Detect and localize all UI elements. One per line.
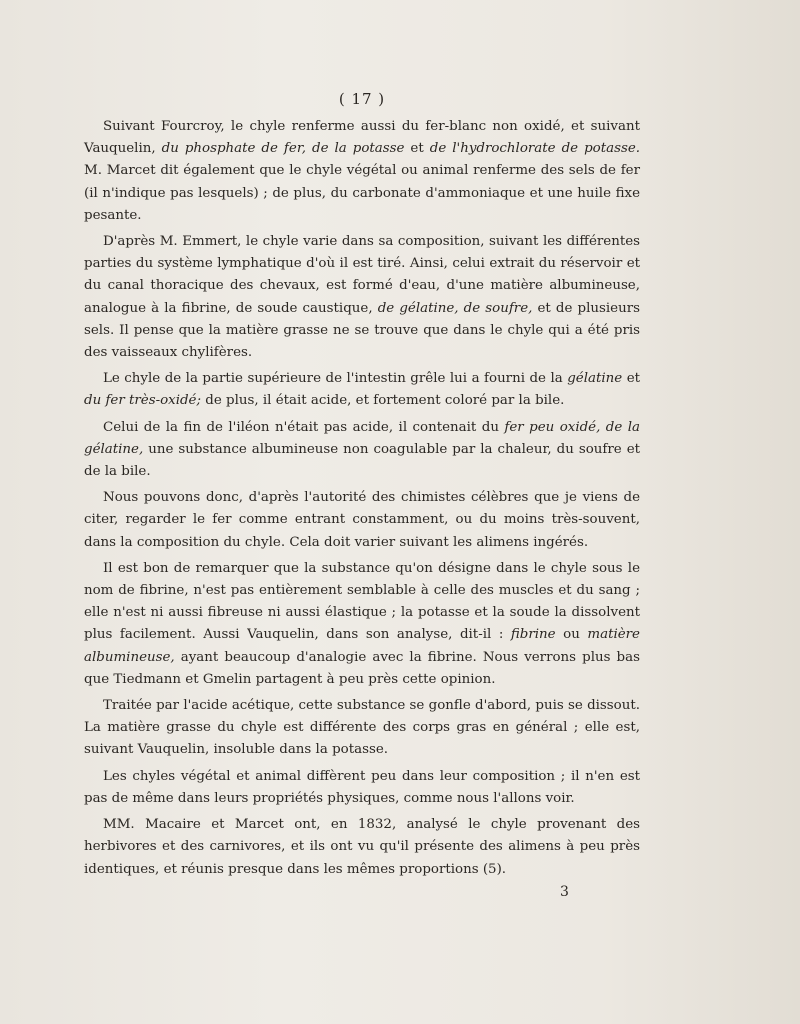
- italic-run: de l'hydrochlorate de potasse.: [429, 141, 641, 157]
- signature-mark: 3: [560, 884, 569, 900]
- text-run: Le chyle de la partie supérieure de l'intestin grêle lui a fourni de la: [103, 371, 568, 387]
- text-run: D'après M. Emmert, le chyle varie dans sa composition, suivant les différentes parties du système lymphatique d'où il est tiré. Ainsi, celui extrait du réservoir et du canal thoracique des chevaux, est formé d'eau, d'une matière albumineuse, analogue à la fibrine, de soude caustique,: [84, 234, 640, 316]
- text-run: Nous pouvons donc, d'après l'autorité des chimistes célèbres que je viens de citer, regarder le fer comme entrant constamment, ou du moins très-souvent, dans la composition du chyle. Cela doit varier suivant les alimens ingérés.: [84, 490, 640, 550]
- text-run: Traitée par l'acide acétique, cette substance se gonfle d'abord, puis se dissout. La matière grasse du chyle est différente des corps gras en général ; elle est, suivant Vauquelin, insoluble dans la potasse.: [84, 698, 640, 758]
- italic-run: fibrine: [510, 627, 556, 643]
- paragraph: [84, 116, 640, 227]
- text-run: et: [622, 371, 641, 387]
- text-run: MM. Macaire et Marcet ont, en 1832, analysé le chyle provenant des herbivores et des carnivores, et ils ont vu qu'il présente des alimens à peu près identiques, et réunis presque dans les mêmes proportions (5).: [84, 817, 640, 877]
- italic-run: fer peu oxidé, de la gélatine,: [84, 419, 641, 457]
- italic-run: gélatine: [567, 371, 623, 387]
- italic-run: du fer très-oxidé;: [84, 393, 201, 409]
- text-run: Suivant Fourcroy, le chyle renferme aussi du fer-blanc non oxidé, et suivant Vauquelin,: [84, 119, 640, 157]
- text-run: Les chyles végétal et animal diffèrent peu dans leur composition ; il n'en est pas de même dans leurs propriétés physiques, comme nous l'allons voir.: [84, 768, 640, 806]
- text-run: M. Marcet dit également que le chyle végétal ou animal renferme des sels de fer (il n'indique pas lesquels) ; de plus, du carbonate d'ammoniaque et une huile fixe pesante.: [84, 163, 640, 223]
- text-run: et: [404, 141, 430, 157]
- paragraph: [84, 695, 640, 762]
- text-run: ou: [555, 627, 588, 643]
- paragraph: [84, 814, 640, 881]
- text-run: Il est bon de remarquer que la substance qu'on désigne dans le chyle sous le nom de fibrine, n'est pas entièrement semblable à celle des muscles et du sang ; elle n'est ni aussi fibreuse ni aussi élastique ; la potasse et la soude la dissolvent plus facilement. Aussi Vauquelin, dans son analyse, dit-il :: [84, 560, 640, 643]
- paragraph: [84, 417, 640, 484]
- text-run: ayant beaucoup d'analogie avec la fibrine. Nous verrons plus bas que Tiedmann et Gmelin partagent à peu près cette opinion.: [84, 649, 640, 687]
- paragraph: [84, 231, 640, 364]
- paragraph: [84, 558, 640, 691]
- italic-run: de gélatine, de soufre,: [377, 300, 533, 316]
- text-run: de plus, il était acide, et fortement coloré par la bile.: [201, 393, 565, 409]
- text-run: Celui de la fin de l'iléon n'était pas acide, il contenait du: [103, 419, 505, 435]
- text-run: une substance albumineuse non coagulable par la chaleur, du soufre et de la bile.: [84, 441, 640, 480]
- page-number: ( 17 ): [338, 90, 386, 108]
- body-text: [84, 116, 640, 885]
- paragraph: [84, 766, 640, 810]
- text-run: et de plusieurs sels. Il pense que la matière grasse ne se trouve que dans le chyle qui a été pris des vaisseaux chylifères.: [84, 300, 641, 361]
- paragraph: [84, 368, 640, 412]
- italic-run: matière albumineuse,: [84, 627, 640, 665]
- paragraph: [84, 487, 640, 554]
- italic-run: du phosphate de fer, de la potasse: [161, 141, 405, 157]
